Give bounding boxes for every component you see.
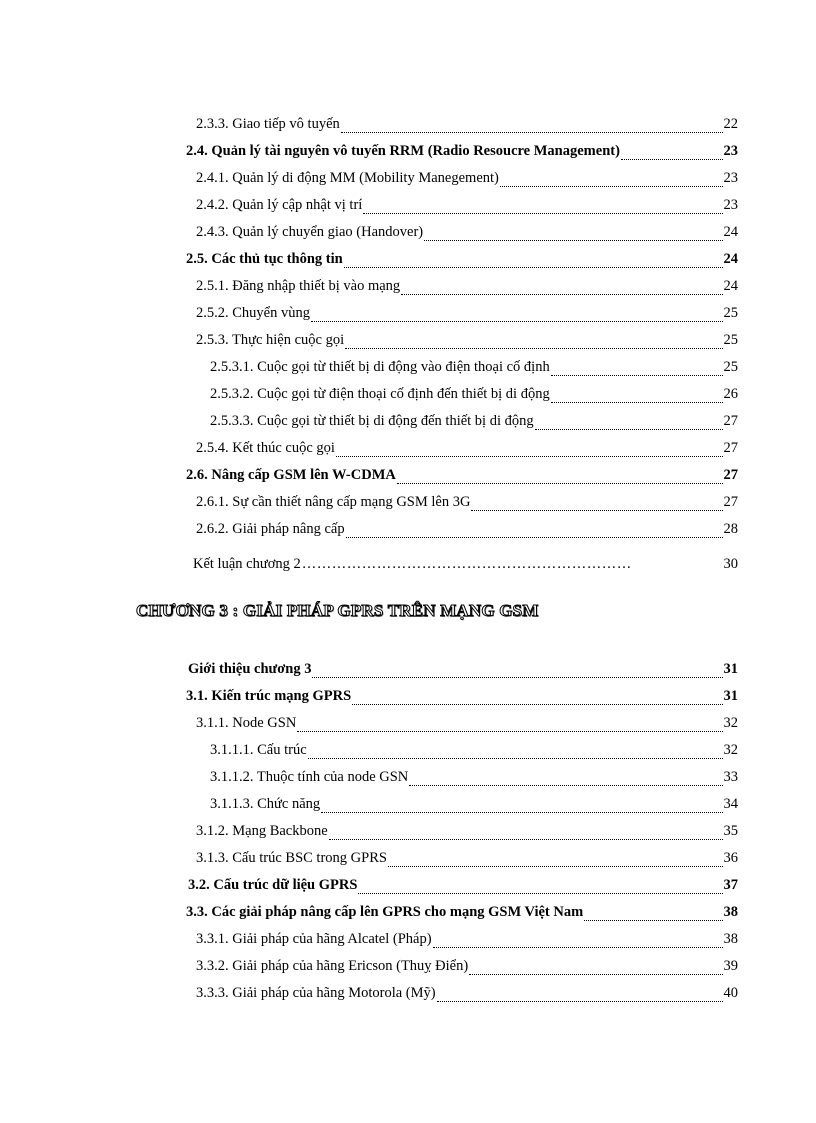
toc-entry-page: 36: [723, 850, 738, 866]
dot-leader: [358, 881, 722, 894]
dot-leader: [401, 282, 722, 295]
toc-entry-title: 2.6.1. Sự cần thiết nâng cấp mạng GSM lên 3G: [196, 494, 471, 510]
toc-entry-title: 2.5.2. Chuyển vùng: [196, 305, 310, 321]
toc-entry[interactable]: [196, 114, 738, 134]
toc-entry-page: 24: [723, 224, 738, 240]
toc-entry-title: 2.6. Nâng cấp GSM lên W-CDMA: [186, 467, 396, 483]
dot-leader: [397, 471, 723, 484]
dot-leader: [336, 444, 723, 457]
toc-entry-page: 35: [723, 823, 738, 839]
toc-entry-page: 27: [723, 413, 738, 429]
toc-entry-page: 24: [723, 251, 738, 267]
toc-entry-page: 23: [723, 197, 738, 213]
toc-entry[interactable]: [196, 983, 738, 1003]
toc-entry-page: 32: [723, 715, 738, 731]
toc-entry[interactable]: [210, 357, 738, 377]
toc-entry-page: 25: [723, 305, 738, 321]
dot-leader: [433, 935, 723, 948]
dot-leader: [535, 417, 723, 430]
toc-entry-page: 25: [723, 359, 738, 375]
dot-leader: [363, 201, 722, 214]
toc-entry-page: 31: [723, 661, 738, 677]
dot-leader: [500, 174, 723, 187]
toc-entry[interactable]: [196, 276, 738, 296]
toc-entry[interactable]: [196, 168, 738, 188]
toc-entry-title: 3.1. Kiến trúc mạng GPRS: [186, 688, 352, 704]
toc-entry-page: 34: [723, 796, 738, 812]
toc-entry-title: 3.3.2. Giải pháp của hãng Ericson (Thuỵ Điển): [196, 958, 469, 974]
toc-entry-page: 30: [723, 556, 738, 572]
toc-entry-title: 3.1.1.1. Cấu trúc: [210, 742, 307, 758]
toc-entry[interactable]: [188, 875, 738, 895]
dot-leader: [344, 255, 723, 268]
toc-entry-title: 3.3.1. Giải pháp của hãng Alcatel (Pháp): [196, 931, 432, 947]
toc-entry-title: 2.4.3. Quản lý chuyển giao (Handover): [196, 224, 424, 240]
toc-entry-title: 3.1.1.2. Thuộc tính của node GSN: [210, 769, 409, 785]
toc-entry-page: 23: [723, 143, 738, 159]
toc-entry-page: 24: [723, 278, 738, 294]
toc-entry[interactable]: [186, 902, 738, 922]
toc-entry-page: 22: [723, 116, 738, 132]
toc-entry-title: 3.1.1.3. Chức năng: [210, 796, 321, 812]
toc-entry-title: 2.5.3.1. Cuộc gọi từ thiết bị di động vào điện thoại cố định: [210, 359, 550, 375]
toc-entry-title: 2.5.4. Kết thúc cuộc gọi: [196, 440, 335, 456]
dot-leader: [346, 525, 723, 538]
toc-entry[interactable]: [196, 303, 738, 323]
dot-leader: [469, 962, 722, 975]
toc-entry-title: 2.5.1. Đăng nhập thiết bị vào mạng: [196, 278, 401, 294]
toc-entry[interactable]: [210, 411, 738, 431]
dot-leader: [471, 498, 722, 511]
chapter-heading: CHƯƠNG 3 : GIẢI PHÁP GPRS TRÊN MẠNG GSM: [136, 601, 539, 620]
toc-entry-page: 38: [723, 904, 738, 920]
dot-leader: [321, 800, 722, 813]
toc-entry-page: 26: [723, 386, 738, 402]
toc-entry-page: 27: [723, 467, 738, 483]
toc-entry[interactable]: [188, 659, 738, 679]
toc-entry[interactable]: [196, 492, 738, 512]
toc-entry-title: 3.1.1. Node GSN: [196, 715, 297, 731]
dot-leader: [329, 827, 723, 840]
dot-leader: [312, 665, 722, 678]
dot-leader: [297, 719, 722, 732]
toc-entry[interactable]: [210, 740, 738, 760]
ellipsis-leader: …………………………………………………………: [301, 556, 632, 572]
dot-leader: [409, 773, 722, 786]
toc-entry-title: 2.3.3. Giao tiếp vô tuyến: [196, 116, 340, 132]
dot-leader: [584, 908, 722, 921]
toc-entry-page: 32: [723, 742, 738, 758]
toc-entry-title: Giới thiệu chương 3: [188, 661, 312, 677]
toc-entry[interactable]: [196, 956, 738, 976]
dot-leader: [311, 309, 723, 322]
toc-entry[interactable]: [196, 929, 738, 949]
toc-entry[interactable]: [210, 384, 738, 404]
toc-entry-page: 38: [723, 931, 738, 947]
toc-entry[interactable]: [193, 554, 738, 574]
dot-leader: [388, 854, 723, 867]
dot-leader: [551, 363, 723, 376]
toc-entry[interactable]: [210, 794, 738, 814]
toc-entry-page: 27: [723, 440, 738, 456]
toc-entry-title: 2.4.1. Quản lý di động MM (Mobility Manegement): [196, 170, 499, 186]
toc-entry-title: 3.3. Các giải pháp nâng cấp lên GPRS cho mạng GSM Việt Nam: [186, 904, 584, 920]
dot-leader: [352, 692, 722, 705]
toc-entry-page: 40: [723, 985, 738, 1001]
toc-entry-title: 3.3.3. Giải pháp của hãng Motorola (Mỹ): [196, 985, 436, 1001]
dot-leader: [437, 989, 723, 1002]
toc-entry[interactable]: [196, 821, 738, 841]
toc-entry-page: 23: [723, 170, 738, 186]
toc-entry-title: 3.1.2. Mạng Backbone: [196, 823, 328, 839]
toc-entry[interactable]: [196, 330, 738, 350]
toc-entry-page: 25: [723, 332, 738, 348]
toc-entry-title: 2.5. Các thủ tục thông tin: [186, 251, 343, 267]
toc-entry-title: 2.5.3. Thực hiện cuộc gọi: [196, 332, 345, 348]
toc-entry-title: 3.2. Cấu trúc dữ liệu GPRS: [188, 877, 358, 893]
dot-leader: [341, 120, 723, 133]
toc-entry-title: 2.5.3.3. Cuộc gọi từ thiết bị di động đến thiết bị di động: [210, 413, 534, 429]
toc-entry-page: 27: [723, 494, 738, 510]
toc-entry[interactable]: [186, 686, 738, 706]
toc-entry[interactable]: [196, 222, 738, 242]
toc-entry-title: 3.1.3. Cấu trúc BSC trong GPRS: [196, 850, 387, 866]
toc-entry-page: 33: [723, 769, 738, 785]
toc-entry-page: 28: [723, 521, 738, 537]
dot-leader: [551, 390, 723, 403]
toc-entry[interactable]: [196, 848, 738, 868]
toc-entry-title: 2.5.3.2. Cuộc gọi từ điện thoại cố định đến thiết bị di động: [210, 386, 550, 402]
toc-entry[interactable]: [196, 438, 738, 458]
toc-entry[interactable]: [210, 767, 738, 787]
dot-leader: [308, 746, 723, 759]
toc-entry-title: Kết luận chương 2: [193, 556, 301, 572]
toc-entry[interactable]: [186, 141, 738, 161]
toc-entry-title: 2.4. Quản lý tài nguyên vô tuyến RRM (Radio Resoucre Management): [186, 143, 620, 159]
toc-entry-title: 2.4.2. Quản lý cập nhật vị trí: [196, 197, 363, 213]
toc-entry-title: 2.6.2. Giải pháp nâng cấp: [196, 521, 345, 537]
toc-entry-page: 31: [723, 688, 738, 704]
toc-entry[interactable]: [186, 465, 738, 485]
dot-leader: [621, 147, 723, 160]
toc-entry[interactable]: [196, 195, 738, 215]
toc-entry[interactable]: [196, 519, 738, 539]
toc-entry[interactable]: [186, 249, 738, 269]
dot-leader: [345, 336, 722, 349]
toc-entry-page: 39: [723, 958, 738, 974]
toc-entry-page: 37: [723, 877, 738, 893]
dot-leader: [424, 228, 722, 241]
toc-entry[interactable]: [196, 713, 738, 733]
